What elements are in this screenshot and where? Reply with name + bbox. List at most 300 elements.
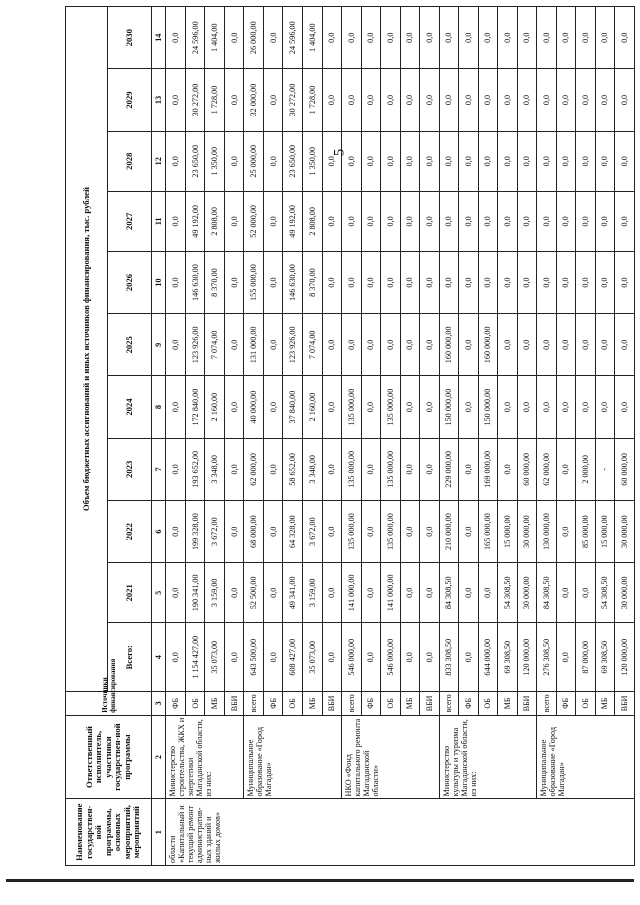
value-cell: 0,0 <box>263 131 283 191</box>
value-cell: 0,0 <box>166 500 186 562</box>
value-cell: 0,0 <box>498 438 518 500</box>
source-cell: МБ <box>498 692 518 716</box>
source-cell: ВБИ <box>615 692 635 716</box>
value-cell: 52 500,00 <box>244 563 264 623</box>
value-cell: 0,0 <box>420 251 440 313</box>
table-row <box>537 7 557 866</box>
value-cell: 0,0 <box>595 131 615 191</box>
value-cell: 0,0 <box>537 376 557 438</box>
value-cell: 0,0 <box>224 191 244 251</box>
value-cell: 146 630,00 <box>185 251 205 313</box>
value-cell: 7 074,00 <box>302 314 322 376</box>
source-cell: всего <box>342 692 362 716</box>
value-cell: 0,0 <box>381 69 401 131</box>
value-cell: 1 350,00 <box>205 131 225 191</box>
funding-table <box>65 6 635 866</box>
value-cell: 0,0 <box>381 191 401 251</box>
value-cell: 0,0 <box>595 314 615 376</box>
value-cell: 199 328,00 <box>185 500 205 562</box>
value-cell: 0,0 <box>361 376 381 438</box>
program-name-cell: области «Капитальный и текущий ремонт административ-ных зданий и жилых домов» <box>166 799 635 866</box>
value-cell: 0,0 <box>556 69 576 131</box>
value-cell: 0,0 <box>224 563 244 623</box>
value-cell: 0,0 <box>537 191 557 251</box>
value-cell: 0,0 <box>420 69 440 131</box>
header-year: 2022 <box>108 500 152 562</box>
header-year: 2027 <box>108 191 152 251</box>
value-cell: 0,0 <box>459 69 479 131</box>
value-cell: 0,0 <box>322 623 342 692</box>
column-number: 7 <box>152 438 166 500</box>
value-cell: 0,0 <box>439 191 459 251</box>
value-cell: 0,0 <box>166 131 186 191</box>
source-cell: ФБ <box>263 692 283 716</box>
source-cell: МБ <box>400 692 420 716</box>
value-cell: 0,0 <box>556 500 576 562</box>
column-number: 4 <box>152 623 166 692</box>
value-cell: 37 840,00 <box>283 376 303 438</box>
value-cell: 0,0 <box>478 69 498 131</box>
value-cell: 0,0 <box>498 131 518 191</box>
value-cell: 0,0 <box>576 376 596 438</box>
value-cell: 49 192,00 <box>283 191 303 251</box>
source-cell: ОБ <box>185 692 205 716</box>
source-cell: всего <box>244 692 264 716</box>
value-cell: 0,0 <box>263 500 283 562</box>
value-cell: 0,0 <box>556 131 576 191</box>
source-cell: ОБ <box>283 692 303 716</box>
value-cell: 0,0 <box>576 7 596 69</box>
value-cell: 52 000,00 <box>244 191 264 251</box>
header-executor: Ответственный исполнитель, участники государствен-ной программы <box>66 715 152 799</box>
value-cell: 0,0 <box>400 131 420 191</box>
column-number: 12 <box>152 131 166 191</box>
value-cell: 0,0 <box>263 251 283 313</box>
value-cell: 0,0 <box>615 251 635 313</box>
value-cell: 0,0 <box>439 69 459 131</box>
value-cell: 0,0 <box>595 7 615 69</box>
value-cell: 150 000,00 <box>478 376 498 438</box>
value-cell: 135 000,00 <box>342 500 362 562</box>
value-cell: 120 000,00 <box>517 623 537 692</box>
funding-table-rotated <box>65 6 635 866</box>
table-row <box>244 7 264 866</box>
value-cell: 0,0 <box>576 191 596 251</box>
value-cell: 1 154 427,00 <box>185 623 205 692</box>
value-cell: 0,0 <box>224 623 244 692</box>
value-cell: 608 427,00 <box>283 623 303 692</box>
value-cell: 276 308,50 <box>537 623 557 692</box>
value-cell: 0,0 <box>498 191 518 251</box>
value-cell: 35 073,00 <box>205 623 225 692</box>
value-cell: 69 308,50 <box>498 623 518 692</box>
value-cell: 15 000,00 <box>498 500 518 562</box>
value-cell: 190 341,00 <box>185 563 205 623</box>
value-cell: 30 272,00 <box>185 69 205 131</box>
value-cell: 0,0 <box>400 376 420 438</box>
value-cell: 3 159,00 <box>302 563 322 623</box>
value-cell: 0,0 <box>361 314 381 376</box>
source-cell: МБ <box>595 692 615 716</box>
value-cell: 0,0 <box>595 69 615 131</box>
value-cell: 0,0 <box>322 563 342 623</box>
value-cell: 0,0 <box>263 69 283 131</box>
value-cell: 87 000,00 <box>576 623 596 692</box>
value-cell: 24 596,00 <box>185 7 205 69</box>
value-cell: 0,0 <box>224 438 244 500</box>
value-cell: 0,0 <box>263 376 283 438</box>
column-number: 1 <box>152 799 166 866</box>
source-cell: ОБ <box>381 692 401 716</box>
value-cell: 0,0 <box>263 623 283 692</box>
value-cell: 1 404,00 <box>302 7 322 69</box>
value-cell: 0,0 <box>478 251 498 313</box>
value-cell: 0,0 <box>263 7 283 69</box>
value-cell: 0,0 <box>439 7 459 69</box>
value-cell: 0,0 <box>537 7 557 69</box>
column-number: 14 <box>152 7 166 69</box>
value-cell: 141 000,00 <box>342 563 362 623</box>
source-cell: ФБ <box>556 692 576 716</box>
value-cell: 0,0 <box>459 438 479 500</box>
value-cell: 84 308,50 <box>537 563 557 623</box>
value-cell: 0,0 <box>498 314 518 376</box>
value-cell: 0,0 <box>615 191 635 251</box>
value-cell: 0,0 <box>361 563 381 623</box>
column-number: 8 <box>152 376 166 438</box>
value-cell: 0,0 <box>263 438 283 500</box>
value-cell: 60 000,00 <box>615 438 635 500</box>
value-cell: 0,0 <box>595 376 615 438</box>
value-cell: 123 926,00 <box>283 314 303 376</box>
value-cell: 0,0 <box>381 251 401 313</box>
value-cell: 0,0 <box>459 376 479 438</box>
value-cell: 0,0 <box>420 7 440 69</box>
value-cell: 0,0 <box>576 251 596 313</box>
value-cell: 1 404,00 <box>205 7 225 69</box>
header-year: 2021 <box>108 563 152 623</box>
value-cell: 150 000,00 <box>439 376 459 438</box>
value-cell: 49 192,00 <box>185 191 205 251</box>
column-number: 13 <box>152 69 166 131</box>
value-cell: 0,0 <box>381 131 401 191</box>
value-cell: 0,0 <box>537 314 557 376</box>
value-cell: 15 000,00 <box>595 500 615 562</box>
executor-cell: Министерство строительства, ЖКХ и энергетики Магаданской области, из них: <box>166 715 244 799</box>
value-cell: 1 728,00 <box>205 69 225 131</box>
column-number: 10 <box>152 251 166 313</box>
value-cell: 0,0 <box>166 563 186 623</box>
value-cell: 546 000,00 <box>342 623 362 692</box>
value-cell: 0,0 <box>361 500 381 562</box>
value-cell: 0,0 <box>361 251 381 313</box>
value-cell: 160 000,00 <box>439 314 459 376</box>
value-cell: 2 000,00 <box>576 438 596 500</box>
value-cell: 0,0 <box>322 131 342 191</box>
value-cell: 3 348,00 <box>205 438 225 500</box>
table-row <box>439 7 459 866</box>
value-cell: 0,0 <box>224 7 244 69</box>
value-cell: 0,0 <box>420 191 440 251</box>
value-cell: 0,0 <box>459 500 479 562</box>
value-cell: 0,0 <box>361 131 381 191</box>
value-cell: 0,0 <box>459 563 479 623</box>
value-cell: 0,0 <box>166 314 186 376</box>
value-cell: 0,0 <box>361 69 381 131</box>
executor-cell: Министерство культуры и туризма Магаданской области, из них: <box>439 715 537 799</box>
header-year: 2025 <box>108 314 152 376</box>
value-cell: 2 160,00 <box>302 376 322 438</box>
value-cell: 0,0 <box>420 563 440 623</box>
value-cell: 0,0 <box>400 314 420 376</box>
value-cell: 644 000,00 <box>478 623 498 692</box>
value-cell: 0,0 <box>342 131 362 191</box>
value-cell: 2 160,00 <box>205 376 225 438</box>
value-cell: 0,0 <box>459 314 479 376</box>
value-cell: 165 000,00 <box>478 500 498 562</box>
value-cell: 135 000,00 <box>381 438 401 500</box>
value-cell: 0,0 <box>224 251 244 313</box>
value-cell: 0,0 <box>224 376 244 438</box>
value-cell: 0,0 <box>361 438 381 500</box>
value-cell: 49 341,00 <box>283 563 303 623</box>
source-cell: МБ <box>302 692 322 716</box>
value-cell: 69 308,50 <box>595 623 615 692</box>
value-cell: 0,0 <box>263 191 283 251</box>
column-number: 3 <box>152 692 166 716</box>
value-cell: 0,0 <box>439 251 459 313</box>
value-cell: - <box>595 438 615 500</box>
value-cell: 0,0 <box>263 563 283 623</box>
value-cell: 0,0 <box>400 7 420 69</box>
value-cell: 30 000,00 <box>615 500 635 562</box>
value-cell: 135 000,00 <box>381 500 401 562</box>
value-cell: 0,0 <box>556 191 576 251</box>
value-cell: 0,0 <box>517 314 537 376</box>
value-cell: 84 308,50 <box>439 563 459 623</box>
value-cell: 643 500,00 <box>244 623 264 692</box>
value-cell: 172 840,00 <box>185 376 205 438</box>
value-cell: 2 808,00 <box>205 191 225 251</box>
value-cell: 0,0 <box>615 131 635 191</box>
value-cell: 85 000,00 <box>576 500 596 562</box>
value-cell: 8 370,00 <box>302 251 322 313</box>
value-cell: 0,0 <box>517 251 537 313</box>
value-cell: 1 350,00 <box>302 131 322 191</box>
value-cell: 123 926,00 <box>185 314 205 376</box>
value-cell: 0,0 <box>498 251 518 313</box>
value-cell: 1 728,00 <box>302 69 322 131</box>
column-number: 11 <box>152 191 166 251</box>
value-cell: 0,0 <box>615 69 635 131</box>
table-row <box>166 7 186 866</box>
header-year: 2026 <box>108 251 152 313</box>
value-cell: 35 073,00 <box>302 623 322 692</box>
value-cell: 229 000,00 <box>439 438 459 500</box>
value-cell: 24 596,00 <box>283 7 303 69</box>
column-number: 2 <box>152 715 166 799</box>
value-cell: 0,0 <box>420 623 440 692</box>
value-cell: 0,0 <box>420 376 440 438</box>
value-cell: 0,0 <box>459 7 479 69</box>
value-cell: 0,0 <box>361 623 381 692</box>
value-cell: 0,0 <box>517 376 537 438</box>
value-cell: 131 000,00 <box>244 314 264 376</box>
value-cell: 26 000,00 <box>244 7 264 69</box>
value-cell: 0,0 <box>420 500 440 562</box>
value-cell: 3 672,00 <box>302 500 322 562</box>
value-cell: 0,0 <box>595 251 615 313</box>
value-cell: 0,0 <box>556 623 576 692</box>
column-number: 5 <box>152 563 166 623</box>
executor-cell: Муниципальное образование «Город Магадан» <box>537 715 635 799</box>
value-cell: 0,0 <box>342 251 362 313</box>
value-cell: 0,0 <box>342 69 362 131</box>
value-cell: 0,0 <box>615 314 635 376</box>
value-cell: 0,0 <box>342 314 362 376</box>
value-cell: 3 159,00 <box>205 563 225 623</box>
value-cell: 0,0 <box>166 438 186 500</box>
value-cell: 0,0 <box>361 191 381 251</box>
value-cell: 0,0 <box>517 191 537 251</box>
value-cell: 0,0 <box>322 500 342 562</box>
value-cell: 30 272,00 <box>283 69 303 131</box>
value-cell: 0,0 <box>576 69 596 131</box>
value-cell: 210 000,00 <box>439 500 459 562</box>
value-cell: 0,0 <box>478 7 498 69</box>
value-cell: 0,0 <box>478 563 498 623</box>
value-cell: 62 000,00 <box>537 438 557 500</box>
value-cell: 0,0 <box>517 131 537 191</box>
value-cell: 0,0 <box>166 376 186 438</box>
value-cell: 0,0 <box>420 131 440 191</box>
value-cell: 0,0 <box>556 251 576 313</box>
header-name: Наименование государствен-ной программы, основных мероприятий, мероприятий <box>66 799 152 866</box>
value-cell: 0,0 <box>576 131 596 191</box>
value-cell: 0,0 <box>322 191 342 251</box>
value-cell: 135 000,00 <box>342 438 362 500</box>
header-year: 2030 <box>108 7 152 69</box>
value-cell: 0,0 <box>459 623 479 692</box>
value-cell: 0,0 <box>381 7 401 69</box>
source-cell: МБ <box>205 692 225 716</box>
value-cell: 0,0 <box>322 314 342 376</box>
value-cell: 0,0 <box>537 251 557 313</box>
header-year: 2024 <box>108 376 152 438</box>
column-number: 6 <box>152 500 166 562</box>
value-cell: 141 000,00 <box>381 563 401 623</box>
value-cell: 0,0 <box>224 131 244 191</box>
value-cell: 193 652,00 <box>185 438 205 500</box>
value-cell: 0,0 <box>342 191 362 251</box>
value-cell: 0,0 <box>517 7 537 69</box>
value-cell: 60 000,00 <box>517 438 537 500</box>
page-number: 5 <box>331 148 348 157</box>
value-cell: 160 000,00 <box>478 314 498 376</box>
source-cell: ФБ <box>459 692 479 716</box>
value-cell: 0,0 <box>342 7 362 69</box>
value-cell: 0,0 <box>420 438 440 500</box>
value-cell: 0,0 <box>498 69 518 131</box>
value-cell: 0,0 <box>400 438 420 500</box>
value-cell: 0,0 <box>166 69 186 131</box>
value-cell: 0,0 <box>556 7 576 69</box>
value-cell: 0,0 <box>322 251 342 313</box>
value-cell: 155 000,00 <box>244 251 264 313</box>
value-cell: 0,0 <box>400 191 420 251</box>
value-cell: 0,0 <box>556 438 576 500</box>
value-cell: 0,0 <box>400 563 420 623</box>
value-cell: 58 652,00 <box>283 438 303 500</box>
value-cell: 0,0 <box>361 7 381 69</box>
value-cell: 54 308,50 <box>595 563 615 623</box>
source-cell: ФБ <box>361 692 381 716</box>
value-cell: 23 650,00 <box>283 131 303 191</box>
value-cell: 0,0 <box>400 251 420 313</box>
value-cell: 30 000,00 <box>615 563 635 623</box>
value-cell: 833 308,50 <box>439 623 459 692</box>
value-cell: 135 000,00 <box>381 376 401 438</box>
value-cell: 0,0 <box>537 69 557 131</box>
value-cell: 0,0 <box>459 131 479 191</box>
value-cell: 0,0 <box>166 191 186 251</box>
value-cell: 0,0 <box>576 563 596 623</box>
value-cell: 0,0 <box>615 7 635 69</box>
value-cell: 169 000,00 <box>478 438 498 500</box>
value-cell: 0,0 <box>263 314 283 376</box>
value-cell: 0,0 <box>224 500 244 562</box>
value-cell: 0,0 <box>322 7 342 69</box>
executor-cell: Муниципальное образование «Город Магадан» <box>244 715 342 799</box>
value-cell: 0,0 <box>576 314 596 376</box>
value-cell: 0,0 <box>381 314 401 376</box>
value-cell: 135 000,00 <box>342 376 362 438</box>
value-cell: 0,0 <box>322 376 342 438</box>
value-cell: 0,0 <box>439 131 459 191</box>
value-cell: 0,0 <box>478 131 498 191</box>
bottom-rule <box>6 879 634 882</box>
value-cell: 30 000,00 <box>517 500 537 562</box>
header-funding: Объем бюджетных ассигнований и иных источников финансирования, тыс. рублей <box>66 7 108 692</box>
value-cell: 0,0 <box>595 191 615 251</box>
value-cell: 2 808,00 <box>302 191 322 251</box>
header-source: Источники финансирования <box>66 692 152 716</box>
value-cell: 0,0 <box>517 69 537 131</box>
value-cell: 0,0 <box>322 438 342 500</box>
value-cell: 25 000,00 <box>244 131 264 191</box>
value-cell: 0,0 <box>166 623 186 692</box>
source-cell: ОБ <box>478 692 498 716</box>
executor-cell: НКО «Фонд капитального ремонта Магаданской области» <box>342 715 440 799</box>
value-cell: 0,0 <box>459 191 479 251</box>
header-year: 2023 <box>108 438 152 500</box>
value-cell: 0,0 <box>400 69 420 131</box>
value-cell: 546 000,00 <box>381 623 401 692</box>
source-cell: ВБИ <box>420 692 440 716</box>
value-cell: 64 328,00 <box>283 500 303 562</box>
source-cell: всего <box>439 692 459 716</box>
value-cell: 0,0 <box>556 563 576 623</box>
source-cell: ВБИ <box>322 692 342 716</box>
value-cell: 62 000,00 <box>244 438 264 500</box>
value-cell: 0,0 <box>615 376 635 438</box>
table-body <box>152 7 635 866</box>
value-cell: 68 000,00 <box>244 500 264 562</box>
source-cell: ФБ <box>166 692 186 716</box>
value-cell: 8 370,00 <box>205 251 225 313</box>
header-year: 2028 <box>108 131 152 191</box>
value-cell: 0,0 <box>322 69 342 131</box>
